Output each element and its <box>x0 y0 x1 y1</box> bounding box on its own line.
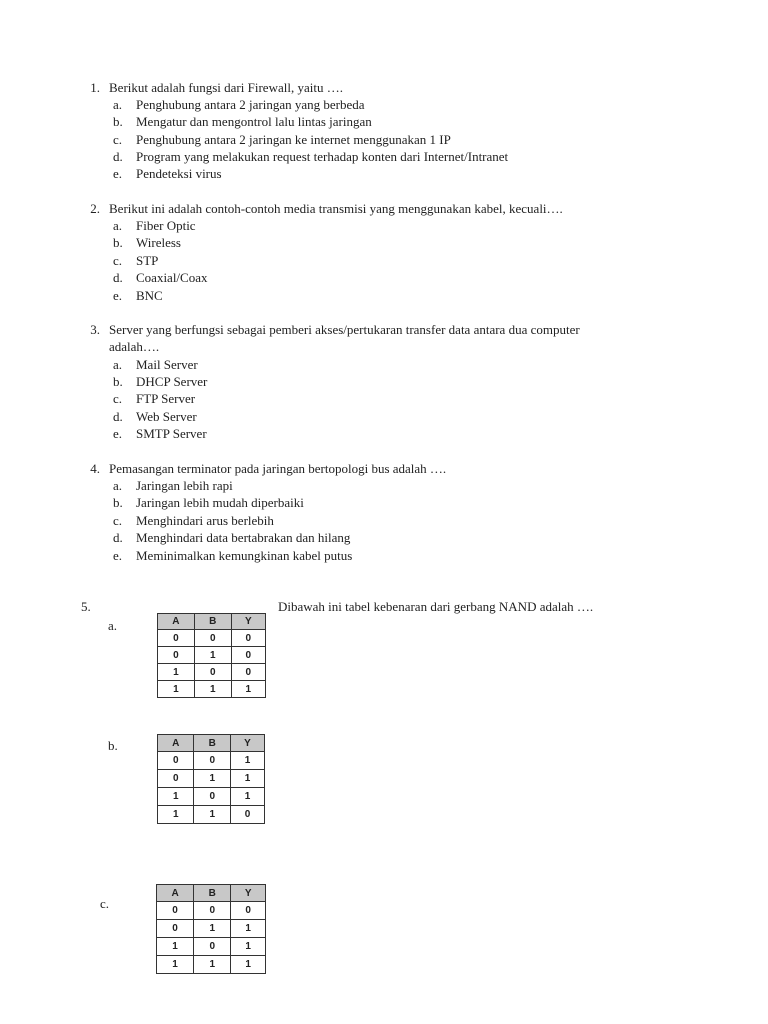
option-letter: c. <box>113 132 123 147</box>
table-cell: 1 <box>194 920 231 938</box>
table-header: A <box>158 614 195 630</box>
truth-table-c <box>156 884 266 974</box>
table-row <box>157 956 266 974</box>
table-header: B <box>194 735 230 752</box>
option-text: Mengatur dan mengontrol lalu lintas jaringan <box>136 114 372 129</box>
table-row <box>158 806 265 824</box>
table-cell: 1 <box>194 956 231 974</box>
table-cell: 0 <box>158 752 194 770</box>
table-row <box>158 681 266 698</box>
table-cell: 0 <box>231 664 265 681</box>
table-cell: 1 <box>231 920 266 938</box>
option-letter: d. <box>113 270 123 285</box>
table-cell: 0 <box>157 920 194 938</box>
question-text: Berikut ini adalah contoh-contoh media transmisi yang menggunakan kabel, kecuali…. <box>109 201 563 216</box>
option-letter: a. <box>113 218 123 233</box>
table-cell: 0 <box>231 647 265 664</box>
option-text: Fiber Optic <box>136 218 196 233</box>
table-header: Y <box>231 614 265 630</box>
option-letter: d. <box>113 409 123 424</box>
table-cell: 1 <box>157 956 194 974</box>
table-row <box>158 788 265 806</box>
table-cell: 1 <box>158 664 195 681</box>
option-text: Pendeteksi virus <box>136 166 222 181</box>
table-cell: 0 <box>231 902 266 920</box>
option-letter: c. <box>113 513 123 528</box>
question-number: 3. <box>90 322 100 337</box>
option-letter: e. <box>113 288 123 303</box>
option-text: Penghubung antara 2 jaringan ke internet menggunakan 1 IP <box>136 132 451 147</box>
option-letter: c. <box>100 896 110 911</box>
option-text: Web Server <box>136 409 197 424</box>
table-cell: 1 <box>230 788 264 806</box>
option-text: STP <box>136 253 159 268</box>
option-text: Jaringan lebih rapi <box>136 478 233 493</box>
question-text: Pemasangan terminator pada jaringan bertopologi bus adalah …. <box>109 461 447 476</box>
table-cell: 1 <box>194 806 230 824</box>
option-text: Menghindari data bertabrakan dan hilang <box>136 530 351 545</box>
option-letter: d. <box>113 530 123 545</box>
table-header: Y <box>231 885 266 902</box>
table-cell: 1 <box>231 956 266 974</box>
table-header: Y <box>230 735 264 752</box>
table-cell: 0 <box>194 630 231 647</box>
table-cell: 0 <box>158 770 194 788</box>
option-letter: d. <box>113 149 123 164</box>
option-text: BNC <box>136 288 163 303</box>
table-cell: 0 <box>231 630 265 647</box>
table-header: B <box>194 885 231 902</box>
option-text: Wireless <box>136 235 181 250</box>
table-cell: 0 <box>194 752 230 770</box>
table-cell: 1 <box>194 681 231 698</box>
table-row <box>158 752 265 770</box>
table-cell: 1 <box>158 681 195 698</box>
table-cell: 0 <box>230 806 264 824</box>
table-cell: 0 <box>194 902 231 920</box>
option-letter: e. <box>113 426 123 441</box>
option-letter: a. <box>113 97 123 112</box>
table-header: B <box>194 614 231 630</box>
option-text: DHCP Server <box>136 374 208 389</box>
option-letter: a. <box>108 618 118 633</box>
option-letter: b. <box>113 114 123 129</box>
truth-table-b <box>157 734 265 824</box>
table-row <box>158 770 265 788</box>
table-cell: 1 <box>194 770 230 788</box>
table-cell: 1 <box>194 647 231 664</box>
table-row <box>157 902 266 920</box>
table-cell: 1 <box>231 938 266 956</box>
option-letter: e. <box>113 166 123 181</box>
table-cell: 1 <box>230 752 264 770</box>
option-text: SMTP Server <box>136 426 207 441</box>
table-row <box>158 664 266 681</box>
table-header: A <box>158 735 194 752</box>
question-text-continuation: adalah…. <box>109 339 160 354</box>
table-row <box>158 630 266 647</box>
table-cell: 1 <box>231 681 265 698</box>
table-row <box>157 920 266 938</box>
option-letter: b. <box>113 374 123 389</box>
truth-table-a <box>157 613 266 698</box>
table-cell: 0 <box>194 938 231 956</box>
option-letter: b. <box>113 235 123 250</box>
option-letter: a. <box>113 478 123 493</box>
question-number: 1. <box>90 80 100 95</box>
table-cell: 1 <box>158 806 194 824</box>
option-letter: c. <box>113 253 123 268</box>
option-letter: a. <box>113 357 123 372</box>
question-text: Berikut adalah fungsi dari Firewall, yaitu …. <box>109 80 343 95</box>
table-cell: 0 <box>158 630 195 647</box>
table-cell: 0 <box>157 902 194 920</box>
option-letter: e. <box>113 548 123 563</box>
option-text: Meminimalkan kemungkinan kabel putus <box>136 548 353 563</box>
table-cell: 1 <box>157 938 194 956</box>
table-row <box>158 647 266 664</box>
table-cell: 1 <box>158 788 194 806</box>
table-cell: 1 <box>230 770 264 788</box>
option-text: FTP Server <box>136 391 196 406</box>
question-number: 4. <box>90 461 100 476</box>
option-text: Penghubung antara 2 jaringan yang berbeda <box>136 97 365 112</box>
option-text: Mail Server <box>136 357 198 372</box>
question-text: Server yang berfungsi sebagai pemberi akses/pertukaran transfer data antara dua computer <box>109 322 580 337</box>
table-cell: 0 <box>194 788 230 806</box>
table-cell: 0 <box>194 664 231 681</box>
option-text: Program yang melakukan request terhadap konten dari Internet/Intranet <box>136 149 509 164</box>
option-text: Jaringan lebih mudah diperbaiki <box>136 495 304 510</box>
option-text: Coaxial/Coax <box>136 270 208 285</box>
question-number: 5. <box>81 599 91 614</box>
table-cell: 0 <box>158 647 195 664</box>
option-letter: b. <box>108 738 118 753</box>
option-letter: c. <box>113 391 123 406</box>
question-text: Dibawah ini tabel kebenaran dari gerbang NAND adalah …. <box>278 599 594 614</box>
option-letter: b. <box>113 495 123 510</box>
table-header: A <box>157 885 194 902</box>
question-number: 2. <box>90 201 100 216</box>
table-row <box>157 938 266 956</box>
option-text: Menghindari arus berlebih <box>136 513 274 528</box>
